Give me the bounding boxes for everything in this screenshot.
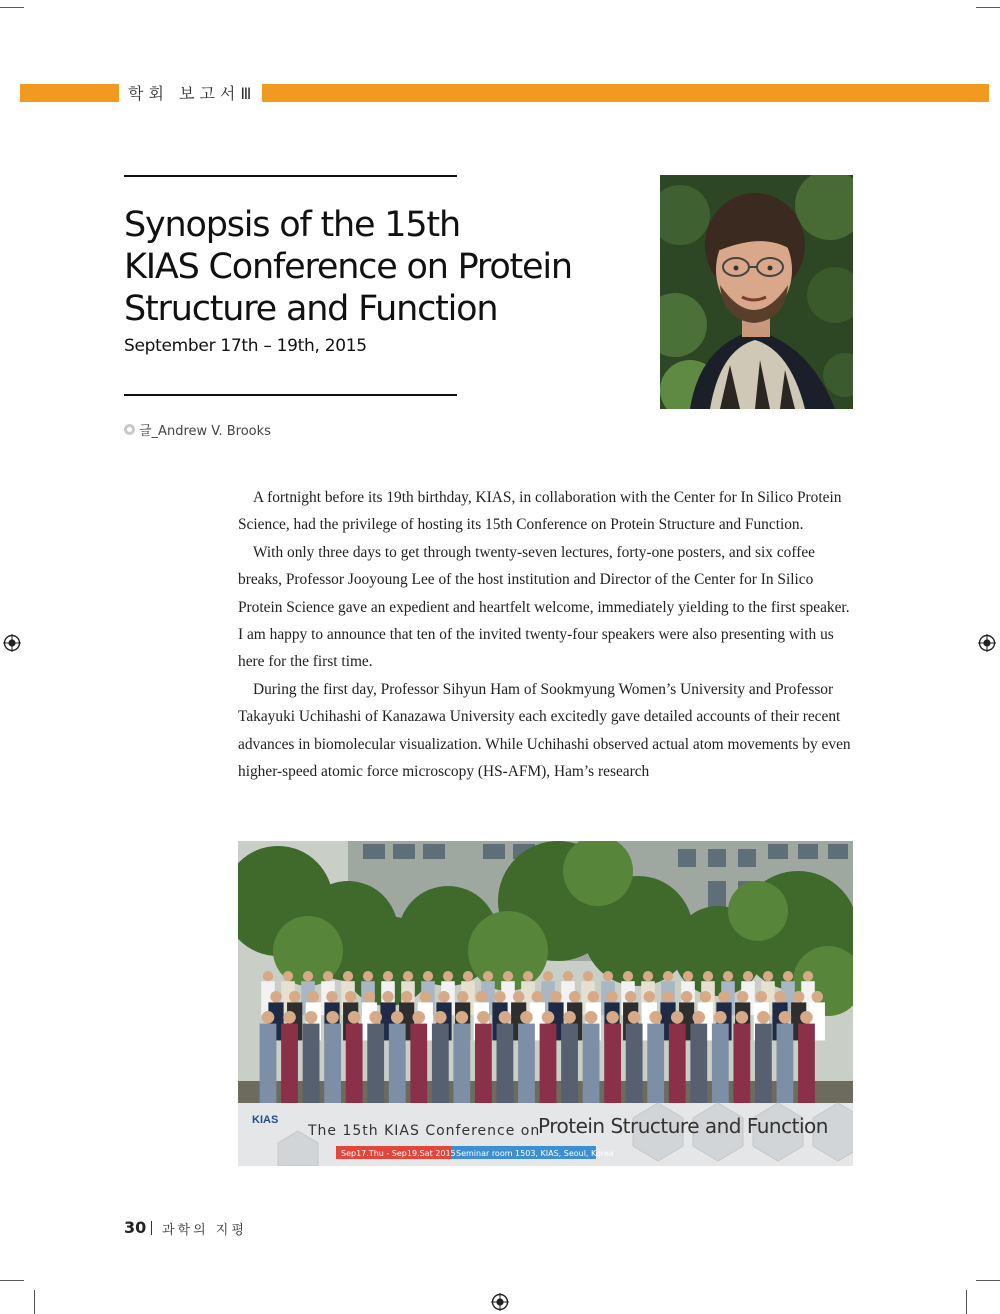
crowd-figure-head	[303, 971, 313, 981]
crowd-figure	[518, 1024, 535, 1108]
crowd-figure-head	[434, 1011, 447, 1024]
crowd-figure-head	[625, 991, 636, 1002]
crowd-figure	[733, 1024, 750, 1108]
body-paragraph: During the first day, Professor Sihyun Ham of Sookmyung Women’s University and Professor Takayuki Uchihashi of Kanazawa University each excitedly gave detailed accounts of their recent advances in biomolecular visualization. While Uchihashi observed actual atom movements by even higher-speed atomic force microscopy (HS-AFM), Ham’s research	[238, 680, 851, 781]
crop-mark	[0, 1280, 24, 1281]
crowd-figure-head	[700, 991, 711, 1002]
crowd-figure	[690, 1024, 707, 1108]
crowd-figure	[777, 1024, 794, 1108]
crowd-figure-head	[513, 991, 524, 1002]
crowd-figure-head	[270, 991, 281, 1002]
crop-mark	[34, 1290, 35, 1314]
conference-group-photo	[238, 841, 853, 1166]
crowd-figure-head	[283, 1011, 296, 1024]
crowd-figure-head	[603, 971, 613, 981]
crowd-figure-head	[681, 991, 692, 1002]
crowd-figure-head	[703, 971, 713, 981]
magazine-name: 과학의 지평	[162, 1223, 247, 1238]
crowd-figure-head	[308, 991, 319, 1002]
crowd-figure-head	[443, 971, 453, 981]
crowd-figure	[497, 1024, 514, 1108]
registration-mark-icon	[3, 634, 21, 652]
crowd-figure-head	[412, 1011, 425, 1024]
crowd-figure-head	[736, 1011, 749, 1024]
crowd-figure-head	[628, 1011, 641, 1024]
crowd-figure-head	[812, 991, 823, 1002]
crowd-figure-head	[606, 991, 617, 1002]
banner-logo: KIAS	[252, 1114, 279, 1126]
crowd-figure-head	[588, 991, 599, 1002]
crowd-figure-head	[563, 971, 573, 981]
title-top-rule	[124, 175, 457, 177]
article-body	[238, 484, 854, 785]
article-title	[124, 204, 644, 330]
footer-separator	[151, 1221, 152, 1235]
author-name: 글_Andrew V. Brooks	[139, 424, 271, 439]
crowd-figure-head	[326, 1011, 339, 1024]
crowd-figure-head	[649, 1011, 662, 1024]
crowd-figure-head	[783, 971, 793, 981]
crowd-figure	[669, 1024, 686, 1108]
crowd-figure	[281, 1024, 298, 1108]
section-header-label: 학회 보고서Ⅲ	[128, 84, 257, 103]
crowd-figure-head	[663, 971, 673, 981]
crowd-figure-head	[606, 1011, 619, 1024]
crowd-figure	[432, 1024, 449, 1108]
crowd-figure-head	[283, 971, 293, 981]
crowd-figure-head	[438, 991, 449, 1002]
crowd-figure	[475, 1024, 492, 1108]
crowd-figure-head	[401, 991, 412, 1002]
title-line: Structure and Function	[124, 289, 498, 329]
crowd-figure-head	[263, 971, 273, 981]
crowd-figure-head	[463, 971, 473, 981]
crowd-figure-head	[476, 991, 487, 1002]
crowd-figure-head	[803, 971, 813, 981]
crowd-figure-head	[532, 991, 543, 1002]
registration-mark-icon	[978, 634, 996, 652]
crowd-figure-head	[779, 1011, 792, 1024]
crowd-figure-head	[383, 971, 393, 981]
crowd-figure	[410, 1024, 427, 1108]
registration-mark-icon	[491, 1293, 509, 1311]
banner-dates: Sep17.Thu - Sep19.Sat 2015	[341, 1149, 456, 1158]
crowd-figure-head	[343, 971, 353, 981]
crowd-figure-head	[523, 971, 533, 981]
crowd-figure-head	[363, 971, 373, 981]
crowd-figure-head	[644, 991, 655, 1002]
group-photo-illustration	[238, 841, 853, 1166]
crowd-figure-head	[756, 991, 767, 1002]
crowd-figure-head	[757, 1011, 770, 1024]
crowd-figure-head	[585, 1011, 598, 1024]
crowd-figure	[324, 1024, 341, 1108]
portrait-illustration	[660, 175, 853, 409]
crowd-figure-head	[563, 1011, 576, 1024]
bullet-icon	[124, 424, 135, 435]
crowd-figure-head	[483, 971, 493, 981]
page-number: 30	[124, 1218, 147, 1237]
title-line: KIAS Conference on Protein	[124, 247, 572, 287]
crowd-figure-head	[643, 971, 653, 981]
body-paragraph: With only three days to get through twenty-seven lectures, forty-one posters, and six coffee breaks, Professor Jooyoung Lee of the host institution and Director of the Center for In Silico Protein Science gave an expedient and heartfelt welcome, immediately yielding to the first speaker. I am happy to announce that ten of the invited twenty-four speakers were also presenting with us here for the first time.	[238, 543, 850, 671]
crowd-figure-head	[623, 971, 633, 981]
crowd-figure-head	[542, 1011, 555, 1024]
crowd-figure-head	[793, 991, 804, 1002]
crowd-figure-head	[683, 971, 693, 981]
crowd-figure-head	[494, 991, 505, 1002]
section-header-bar-right	[262, 84, 989, 102]
title-bottom-rule	[124, 394, 457, 396]
banner-title-main: Protein Structure and Function	[538, 1114, 828, 1138]
author-byline	[124, 420, 271, 439]
crowd-figure	[798, 1024, 815, 1108]
crowd-figure-head	[326, 991, 337, 1002]
body-paragraph: A fortnight before its 19th birthday, KIAS, in collaboration with the Center for In Silico Protein Science, had the privilege of hosting its 15th Conference on Protein Structure and Function.	[238, 489, 842, 534]
crowd-figure-head	[499, 1011, 512, 1024]
crowd-figure-head	[348, 1011, 361, 1024]
crowd-figure	[755, 1024, 772, 1108]
crowd-figure-head	[382, 991, 393, 1002]
crowd-figure-head	[289, 991, 300, 1002]
crowd-figure-head	[583, 971, 593, 981]
banner-title-prefix: The 15th KIAS Conference on	[308, 1123, 541, 1139]
crowd-figure-head	[420, 991, 431, 1002]
crowd-figure-head	[743, 971, 753, 981]
crowd-figure-head	[543, 971, 553, 981]
crowd-figure-head	[520, 1011, 533, 1024]
crowd-figure-head	[305, 1011, 318, 1024]
crowd-figure	[647, 1024, 664, 1108]
crowd-figure-head	[457, 991, 468, 1002]
crowd-figure	[346, 1024, 363, 1108]
banner-venue: Seminar room 1503, KIAS, Seoul, Korea	[456, 1149, 614, 1158]
crowd-figure-head	[692, 1011, 705, 1024]
crowd-figure-head	[763, 971, 773, 981]
crowd-figure-head	[550, 991, 561, 1002]
crowd-figure-head	[456, 1011, 469, 1024]
crowd-figure-head	[714, 1011, 727, 1024]
crop-mark	[976, 7, 1000, 8]
crowd-figure-head	[345, 991, 356, 1002]
crowd-figure	[453, 1024, 470, 1108]
crowd-figure-head	[369, 1011, 382, 1024]
crowd-figure	[712, 1024, 729, 1108]
crowd-figure-head	[262, 1011, 275, 1024]
crowd-figure	[583, 1024, 600, 1108]
crowd-figure	[540, 1024, 557, 1108]
crop-mark	[966, 1290, 967, 1314]
crowd-figure	[260, 1024, 277, 1108]
author-portrait	[660, 175, 853, 409]
conference-date: September 17th – 19th, 2015	[124, 336, 367, 356]
crowd-figure-head	[800, 1011, 813, 1024]
crowd-figure-head	[737, 991, 748, 1002]
crowd-figure-head	[723, 971, 733, 981]
crop-mark	[0, 7, 24, 8]
crowd-figure-head	[569, 991, 580, 1002]
crowd-figure-head	[671, 1011, 684, 1024]
crowd-figure-head	[718, 991, 729, 1002]
crowd-figure	[561, 1024, 578, 1108]
title-line: Synopsis of the 15th	[124, 205, 460, 245]
crowd-figure-head	[391, 1011, 404, 1024]
crowd-figure-head	[423, 971, 433, 981]
crowd-figure-head	[662, 991, 673, 1002]
crowd-figure-head	[323, 971, 333, 981]
crowd-figure-head	[774, 991, 785, 1002]
crowd-figure-head	[503, 971, 513, 981]
crowd-figure	[626, 1024, 643, 1108]
crowd-figure	[389, 1024, 406, 1108]
crowd-figure	[367, 1024, 384, 1108]
crowd-figure	[604, 1024, 621, 1108]
crowd-figure-head	[477, 1011, 490, 1024]
crowd-figure-head	[364, 991, 375, 1002]
crop-mark	[976, 1280, 1000, 1281]
crowd-figure-head	[403, 971, 413, 981]
crowd-figure	[303, 1024, 320, 1108]
section-header-bar-left	[20, 84, 119, 102]
